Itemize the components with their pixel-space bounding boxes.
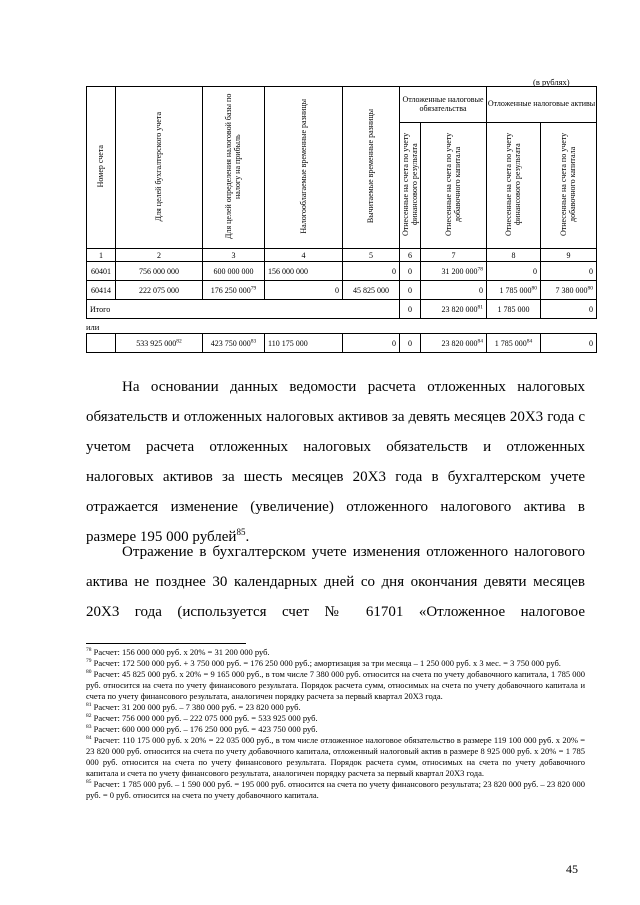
footnotes [86, 647, 585, 801]
table-row: 60414 222 075 000 176 250 $000^{79}$ 0 45 825 000 0 0 1 785 $000^{80}$ 7 380 $000^{80}$ [87, 281, 597, 300]
header-asset-add-capital: Отнесенные на счета по учету добавочного капитала [541, 123, 597, 249]
header-deductible-differences: Вычитаемые временные разницы [343, 87, 400, 249]
header-deferred-assets: Отложенные налоговые активы [487, 87, 597, 123]
footnote: $^{79}$ Расчет: 172 500 000 руб. + 3 750 000 руб. = 176 250 000 руб.; амортизация за три месяца – 1 250 000 руб. х 3 мес. = 3 750 000 руб. [86, 658, 561, 668]
header-liab-fin-result: Отнесенные на счета по учету финансового результата [400, 123, 421, 249]
paragraph-2: Отражение в бухгалтерском учете изменения отложенного налогового актива не позднее 30 календарных дней со дня окончания девяти месяцев 20Х3 года (используется счет № 61701 «Отложенное налоговое [86, 544, 585, 620]
deferred-tax-table [86, 86, 597, 353]
column-number-row: 1 2 3 4 5 6 7 8 9 [87, 249, 597, 262]
paragraph-1: На основании данных ведомости расчета отложенных налоговых обязательств и отложенных налоговых активов за девять месяцев 20Х3 года с учетом расчета отложенных налоговых обязательств и отложенных налоговых активов за шесть месяцев 20Х3 года в бухгалтерском учете отражается изменение (увеличение) отложенного налогового актива в размере 195 000 рублей$^{85}$. [86, 379, 585, 545]
header-asset-fin-result: Отнесенные на счета по учету финансового результата [487, 123, 541, 249]
footnote: $^{81}$ Расчет: 31 200 000 руб. – 7 380 000 руб. = 23 820 000 руб. [86, 702, 301, 712]
or-label: или [86, 322, 100, 332]
table-row: 60401 756 000 000 600 000 000 156 000 000 0 0 31 200 $000^{78}$ 0 0 [87, 262, 597, 281]
header-liab-add-capital: Отнесенные на счета по учету добавочного капитала [421, 123, 487, 249]
header-tax-base: Для целей определения налоговой базы по налогу на прибыль [203, 87, 265, 249]
footnote-divider [86, 643, 246, 644]
unit-note: (в рублях) [533, 77, 570, 87]
footnote: $^{83}$ Расчет: 600 000 000 руб. – 176 250 000 руб. = 423 750 000 руб. [86, 724, 318, 734]
header-accounting: Для целей бухгалтерского учета [116, 87, 203, 249]
footnote: $^{80}$ Расчет: 45 825 000 руб. х 20% = 9 165 000 руб., в том числе 7 380 000 руб. относится на счета по учету добавочного капитала, 1 785 000 руб. относится на счета по учету финансового результата. Порядок расчета сумм, относимых на счета по учету добавочного капитала и счета по учету финансового результата, аналогичен порядку расчета за первый квартал 20Х3 года. [86, 669, 585, 701]
table-alt-row: 533 925 $000^{82}$ 423 750 $000^{83}$ 110 175 000 0 0 23 820 $000^{84}$ 1 785 $000^{84}$ 0 [87, 334, 597, 353]
table-total-row: Итого 0 23 820 $000^{81}$ 1 785 000 0 [87, 300, 597, 319]
footnote: $^{84}$ Расчет: 110 175 000 руб. х 20% = 22 035 000 руб., в том числе отложенное налоговое обязательство в размере 119 100 000 руб. х 20% = 23 820 000 руб. относится на счета по учету добавочного капитала, отложенный налоговый актив в размере 8 925 000 руб. х 20% = 1 785 000 руб. относится на счета по учету финансового результата. Порядок расчета сумм, относимых на счета по учету добавочного капитала и счета по учету финансового результата, аналогичен порядку расчета за первый квартал 20Х3 года. [86, 735, 586, 778]
footnote: $^{78}$ Расчет: 156 000 000 руб. х 20% = 31 200 000 руб. [86, 647, 270, 657]
header-taxable-differences: Налогооблагаемые временные разницы [265, 87, 343, 249]
header-account: Номер счета [87, 87, 116, 249]
footnote: $^{82}$ Расчет: 756 000 000 руб. – 222 075 000 руб. = 533 925 000 руб. [86, 713, 318, 723]
total-label: Итого [87, 300, 400, 319]
page-number: 45 [566, 862, 578, 876]
footnote: $^{85}$ Расчет: 1 785 000 руб. – 1 590 000 руб. = 195 000 руб. относится на счета по учету финансового результата; 23 820 000 руб. – 23 820 000 руб. = 0 руб. относится на счета по учету добавочного капитала. [86, 779, 585, 800]
header-deferred-liabilities: Отложенные налоговые обязательства [400, 87, 487, 123]
